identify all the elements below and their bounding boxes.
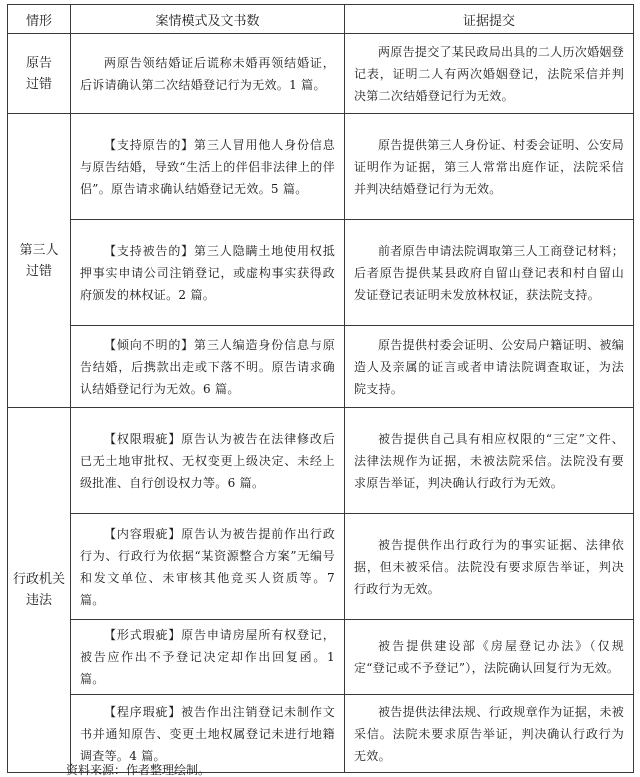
table-row xyxy=(8,514,634,620)
header-row xyxy=(8,5,634,34)
case-cell: 【倾向不明的】第三人编造身份信息与原告结婚，后携款出走或下落不明。原告请求确认结婚登记行为无效。6 篇。 xyxy=(71,326,345,408)
table-row xyxy=(8,620,634,695)
table-row xyxy=(8,326,634,408)
situation-label-line2: 过错 xyxy=(25,263,52,279)
situation-third-party-fault xyxy=(8,114,71,408)
table-row xyxy=(8,695,634,773)
case-cell: 【支持原告的】第三人冒用他人身份信息与原告结婚，导致“生活上的伴侣非法律上的伴侣”。原告请求确认结婚登记无效。5 篇。 xyxy=(71,114,345,220)
table-row xyxy=(8,114,634,220)
table-row xyxy=(8,34,634,114)
table-row xyxy=(8,408,634,514)
evidence-cell: 原告提供第三人身份证、村委会证明、公安局证明作为证据，第三人常常出庭作证，法院采信并判决结婚登记行为无效。 xyxy=(345,114,634,220)
situation-label-line1: 原告 xyxy=(25,55,52,71)
situation-label-line1: 行政机关 xyxy=(12,572,65,587)
source-note: 资料来源：作者整理绘制。 xyxy=(66,763,211,777)
evidence-cell: 被告提供法律法规、行政规章作为证据，未被采信。法院未要求原告举证，判决确认行政行为无效。 xyxy=(345,695,634,773)
header-case-pattern: 案情模式及文书数 xyxy=(71,5,345,34)
case-cell: 两原告领结婚证后谎称未婚再领结婚证，后诉请确认第二次结婚登记行为无效。1 篇。 xyxy=(71,34,345,114)
evidence-cell: 原告提供村委会证明、公安局户籍证明、被编造人及亲属的证言或者申请法院调查取证，为法院支持。 xyxy=(345,326,634,408)
header-evidence: 证据提交 xyxy=(345,5,634,34)
evidence-cell: 前者原告申请法院调取第三人工商登记材料；后者原告提供某县政府自留山登记表和村自留山发证登记表证明未发放林权证，获法院支持。 xyxy=(345,220,634,326)
evidence-cell: 被告提供作出行政行为的事实证据、法律依据，但未被采信。法院没有要求原告举证，判决行政行为无效。 xyxy=(345,514,634,620)
situation-plaintiff-fault xyxy=(8,34,71,114)
table-row xyxy=(8,220,634,326)
evidence-cell: 被告提供建设部《房屋登记办法》（仅规定“登记或不予登记”），法院确认回复行为无效。 xyxy=(345,620,634,695)
case-cell: 【支持被告的】第三人隐瞒土地使用权抵押事实申请公司注销登记，或虚构事实获得政府颁发的林权证。2 篇。 xyxy=(71,220,345,326)
situation-agency-violation xyxy=(8,408,71,773)
case-cell: 【程序瑕疵】被告作出注销登记未制作文书并通知原告、变更土地权属登记未进行地籍调查等。4 篇。 xyxy=(71,695,345,773)
evidence-cell: 两原告提交了某民政局出具的二人历次婚姻登记表，证明二人有两次婚姻登记，法院采信并判决第二次结婚登记行为无效。 xyxy=(345,34,634,114)
evidence-cell: 被告提供自己具有相应权限的“三定”文件、法律法规作为证据，未被法院采信。法院没有要求原告举证，判决确认行政行为无效。 xyxy=(345,408,634,514)
header-situation: 情形 xyxy=(8,5,71,34)
case-cell: 【权限瑕疵】原告认为被告在法律修改后已无土地审批权、无权变更上级决定、未经上级批准、自行创设权力等。6 篇。 xyxy=(71,408,345,514)
case-evidence-table xyxy=(7,4,634,773)
case-cell: 【形式瑕疵】原告申请房屋所有权登记，被告应作出不予登记决定却作出回复函。1 篇。 xyxy=(71,620,345,695)
situation-label-line2: 违法 xyxy=(25,593,52,608)
situation-label-line2: 过错 xyxy=(25,76,52,92)
situation-label-line1: 第三人 xyxy=(19,242,59,258)
case-cell: 【内容瑕疵】原告认为被告提前作出行政行为、行政行为依据“某资源整合方案”无编号和发文单位、未审核其他竞买人资质等。7 篇。 xyxy=(71,514,345,620)
